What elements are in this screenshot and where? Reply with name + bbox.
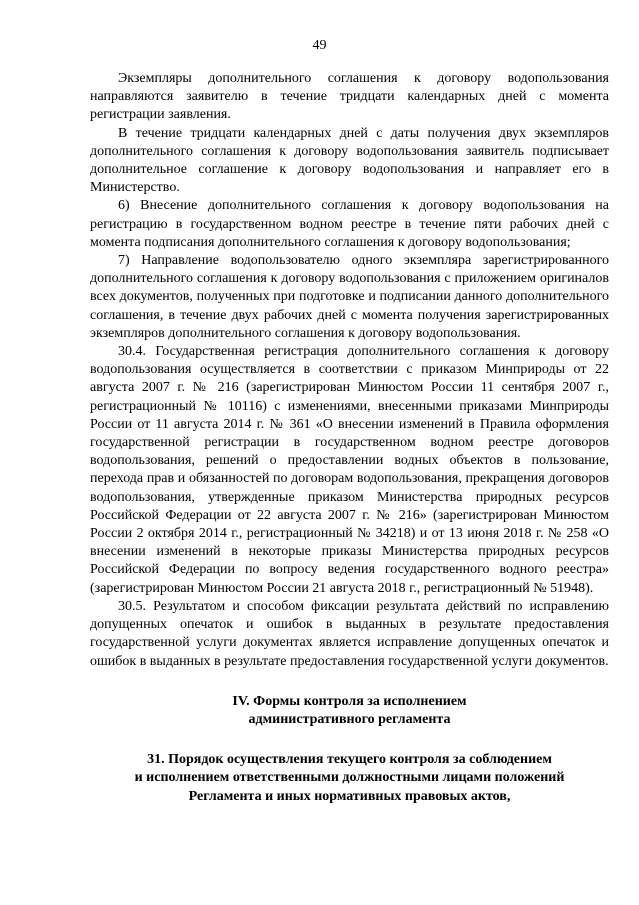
- section-heading-line-2: административного регламента: [248, 711, 451, 727]
- subsection-heading-line-3: Регламента и иных нормативных правовых актов,: [188, 788, 511, 804]
- subsection-heading-line-2: и исполнением ответственными должностными лицами положений: [134, 770, 565, 786]
- page-number: 49: [312, 38, 327, 53]
- paragraph-30-4: 30.4. Государственная регистрация дополнительного соглашения к договору водопользования осуществляется в соответствии с приказом Минприроды от 22 августа 2007 г. № 216 (зарегистрирован Минюстом России 11 сентября 2007 г., регистрационный № 10116) с изменениями, внесенными приказами Минприроды России от 11 августа 2014 г. № 361 «О внесении изменений в Правила оформления государственной регистрации в государственном водном реестре договоров водопользования, решений о предоставлении водных объектов в пользование, перехода прав и обязанностей по договорам водопользования, прекращения договоров водопользования, утвержденные приказом Министерства природных ресурсов Российской Федерации от 22 августа 2007 г. № 216» (зарегистрирован Минюстом России 2 октября 2014 г., регистрационный № 34218) и от 13 июня 2018 г. № 258 «О внесении изменений в некоторые приказы Министерства природных ресурсов Российской Федерации по вопросу ведения государственного водного реестра» (зарегистрирован Минюстом России 21 августа 2018 г., регистрационный № 51948).: [90, 344, 609, 596]
- section-heading-line-1: IV. Формы контроля за исполнением: [232, 693, 467, 709]
- paragraph-step-6: 6) Внесение дополнительного соглашения к договору водопользования на регистрацию в государственном водном реестре в течение пяти рабочих дней с момента подписания дополнительного соглашения к договору водопользования;: [90, 198, 609, 250]
- document-body: [90, 70, 609, 806]
- section-heading: [90, 693, 609, 729]
- subsection-heading-line-1: 31. Порядок осуществления текущего контроля за соблюдением: [147, 752, 552, 768]
- paragraph-copies-sent: Экземпляры дополнительного соглашения к договору водопользования направляются заявителю в течение тридцати календарных дней с момента регистрации заявления.: [90, 71, 609, 123]
- paragraph-applicant-signs: В течение тридцати календарных дней с даты получения двух экземпляров дополнительного соглашения к договору водопользования заявитель подписывает дополнительное соглашение к договору водопользования и направляет его в Министерство.: [90, 125, 609, 196]
- subsection-heading: [90, 751, 609, 806]
- paragraph-30-5: 30.5. Результатом и способом фиксации результата действий по исправлению допущенных опечаток и ошибок в выданных в результате предоставления государственной услуги документах является исправление допущенных опечаток и ошибок в выданных в результате предоставления государственной услуги документов.: [90, 598, 609, 669]
- paragraph-step-7: 7) Направление водопользователю одного экземпляра зарегистрированного дополнительного соглашения к договору водопользования с приложением оригиналов всех документов, полученных при подготовке и подписании данного дополнительного соглашения, в течение двух рабочих дней с момента получения зарегистрированных экземпляров дополнительного соглашения к договору водопользования.: [90, 253, 609, 341]
